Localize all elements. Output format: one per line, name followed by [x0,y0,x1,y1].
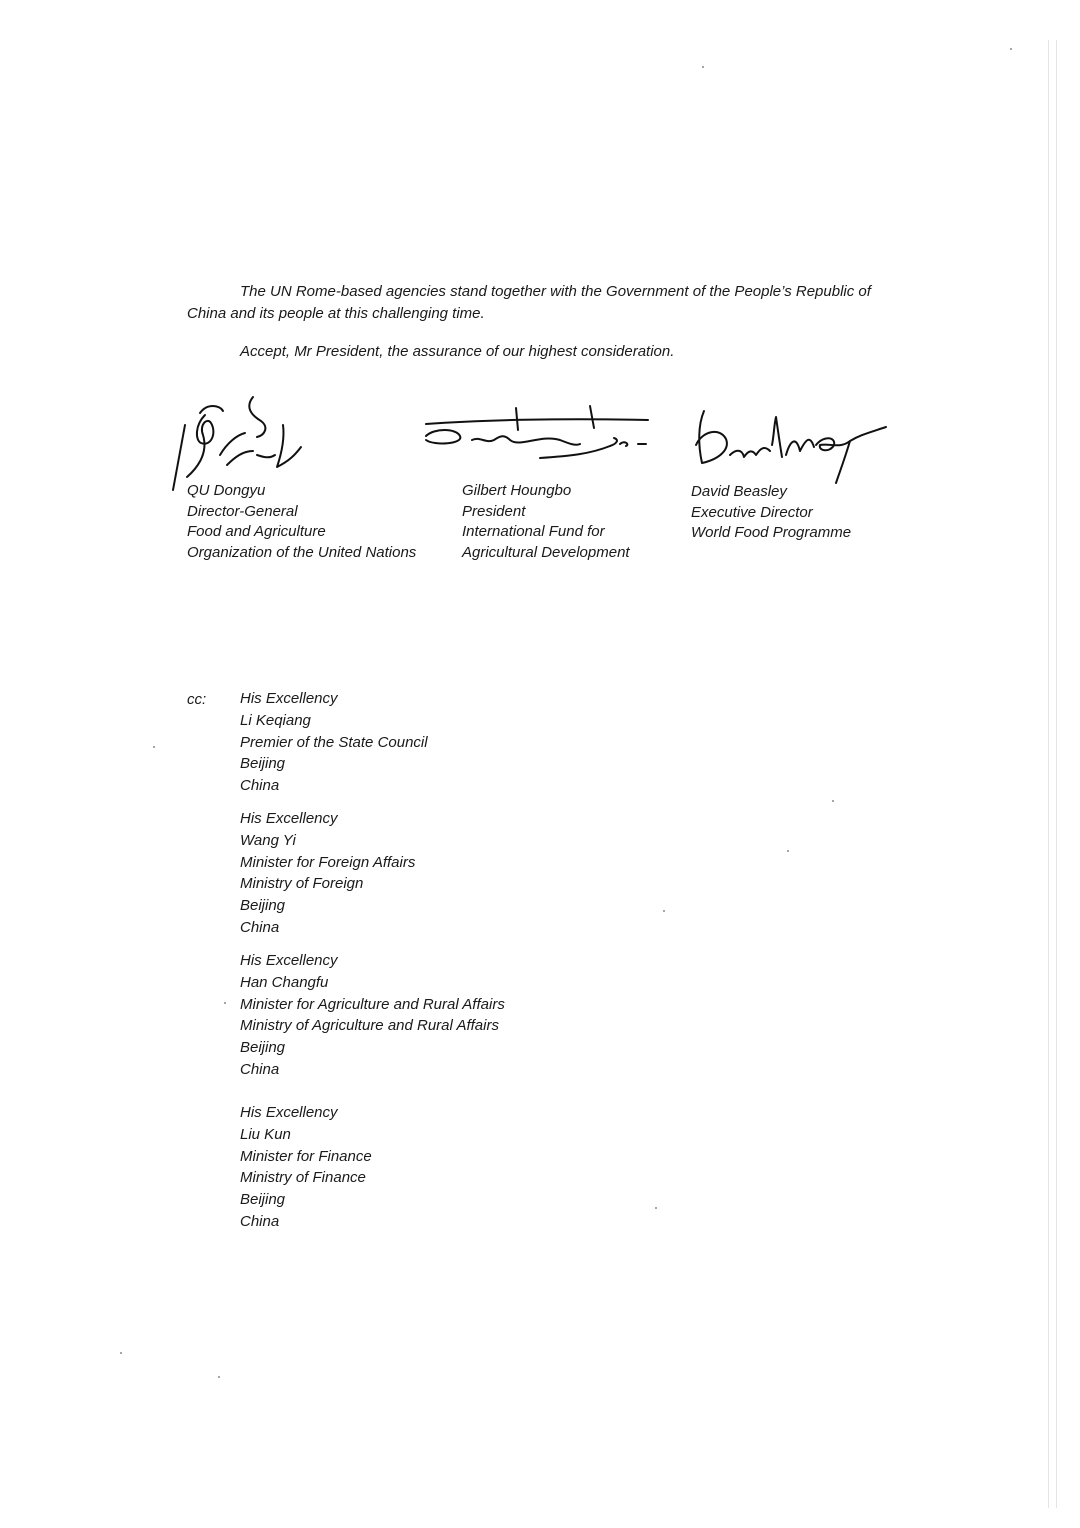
cc-line: Beijing [240,897,286,915]
cc-line: Minister for Finance [240,1147,372,1165]
signatory-block-fao [187,481,416,563]
cc-line: His Excellency [240,952,338,969]
cc-line: His Excellency [240,1104,338,1121]
cc-line: Ministry of Agriculture and Rural Affairs [240,1017,499,1035]
signatory-title-line: Organization of the United Nations [187,543,417,561]
signature-qu-dongyu [165,385,315,495]
scan-speck [120,1352,122,1354]
signature-gilbert-houngbo [420,400,650,470]
signatory-name: Gilbert Houngbo [462,482,572,499]
cc-line: Beijing [240,755,286,773]
scan-speck [702,66,704,68]
scan-edge-line [1056,40,1057,1508]
cc-line: China [240,918,280,936]
cc-recipient-block [240,808,415,939]
cc-line: Minister for Agriculture and Rural Affairs [240,995,505,1013]
cc-line: Li Keqiang [240,711,311,729]
signatory-title-line: World Food Programme [691,524,852,541]
scan-speck [1010,48,1012,50]
signature-david-beasley [690,405,890,485]
cc-line: Beijing [240,1039,286,1057]
scan-speck [787,850,789,852]
signatory-title-line: President [462,502,526,520]
signatory-name: QU Dongyu [187,482,266,499]
cc-line: Wang Yi [240,831,296,849]
cc-line: Beijing [240,1191,286,1209]
signatory-title-line: Director-General [187,502,298,520]
cc-recipient-block [240,1102,372,1233]
cc-line: China [240,1060,280,1078]
cc-recipient-block [240,950,505,1081]
signatory-title-line: Agricultural Development [462,543,630,561]
closing-paragraph: The UN Rome-based agencies stand together with the Government of the People’s Republic of China and its people at this challenging time. [187,283,871,322]
signatory-name: David Beasley [691,483,787,500]
cc-line: His Excellency [240,690,338,707]
signatory-title-line: Executive Director [691,503,813,521]
scan-speck [153,746,155,748]
cc-line: Premier of the State Council [240,733,428,751]
courtesy-closing: Accept, Mr President, the assurance of our highest consideration. [240,343,675,360]
cc-label: cc: [187,691,207,708]
scan-speck [663,910,665,912]
scan-speck [218,1376,220,1378]
cc-recipient-block [240,688,428,797]
cc-line: Ministry of Finance [240,1169,366,1187]
cc-line: China [240,1212,280,1230]
scan-speck [224,1002,226,1004]
cc-line: Ministry of Foreign [240,875,364,893]
scan-speck [832,800,834,802]
cc-line: Minister for Foreign Affairs [240,853,416,871]
signatory-title-line: Food and Agriculture [187,523,326,540]
scan-speck [655,1207,657,1209]
cc-line: Liu Kun [240,1125,291,1143]
cc-line: His Excellency [240,810,338,827]
cc-line: Han Changfu [240,973,329,991]
cc-line: China [240,777,280,795]
scan-edge-line [1048,40,1049,1508]
signatory-title-line: International Fund for [462,523,605,540]
signatory-block-wfp [691,482,851,544]
signatory-block-ifad [462,481,630,563]
